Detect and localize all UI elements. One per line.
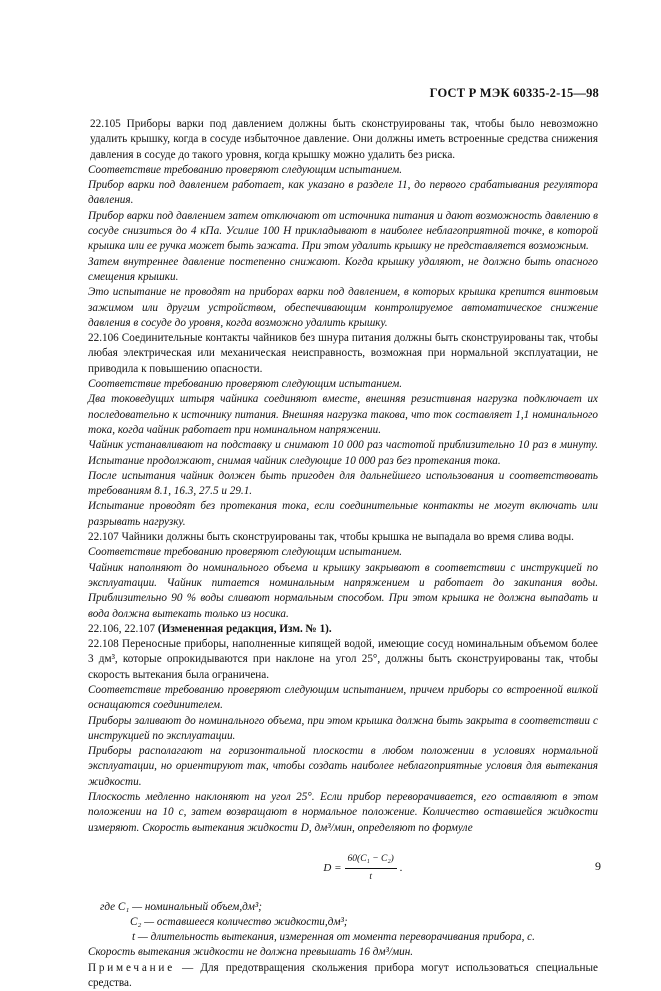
note-label: Примечание: [88, 961, 175, 974]
legend-item: где C₁ — номинальный объем,дм³;: [100, 900, 262, 913]
paragraph-test-step: Прибор варки под давлением работает, как указано в разделе 11, до первого срабатывания регулятора давления.: [88, 179, 598, 207]
formula-tail: .: [399, 862, 403, 875]
paragraph-compliance: Соответствие требованию проверяют следующим испытанием, причем приборы со встроенной вилкой оснащаются соединителем.: [88, 683, 598, 712]
formula-fraction: [345, 852, 397, 886]
paragraph-compliance: Соответствие требованию проверяют следующим испытанием.: [88, 163, 403, 176]
page-number: 9: [595, 859, 601, 873]
paragraph-test-step: Прибор варки под давлением затем отключают от источника питания и дают возможность давлению в сосуде снизиться до 4 кПа. Усилие 100 Н прикладывают в наиболее неблагоприятной точке, в которой крышка или ее ручка может быть зажата. При этом удалить крышку не представляется возможным.: [88, 209, 598, 253]
paragraph-test-step: После испытания чайник должен быть пригоден для дальнейшего использования и соответствовать требованиям 8.1, 16.3, 27.5 и 29.1.: [88, 469, 598, 498]
paragraph-test-step: Два токоведущих штыря чайника соединяют вместе, внешняя резистивная нагрузка подключает их последовательно к источнику питания. Внешняя нагрузка такова, что ток составляет 1,1 номинального тока, когда чайник работает при номинальном напряжении.: [88, 393, 598, 436]
legend-item: Скорость вытекания жидкости не должна превышать 16 дм³/мин.: [88, 946, 414, 959]
paragraph-test-step: Приборы располагают на горизонтальной плоскости в любом положении в условиях нормальной эксплуатации, но ориентируют так, чтобы создать наиболее неблагоприятные условия для вытекания жидкости.: [88, 745, 598, 788]
paragraph-22-107: 22.107 Чайники должны быть сконструированы так, чтобы крышка не выпадала во время слива воды.: [88, 531, 574, 544]
paragraph-test-step: Затем внутреннее давление постепенно снижают. Когда крышку удаляют, не должно быть опасного смещения крышки.: [88, 255, 598, 283]
amendment-clauses: 22.106, 22.107: [88, 622, 158, 635]
formula-denominator: t: [369, 872, 372, 883]
paragraph-test-exception: Это испытание не проводят на приборах варки под давлением, в которых крышка крепится винтовым зажимом или другим устройством, обеспечивающим контролируемое автоматическое снижение давления в сосуде до уровня, когда возможно удалить крышку.: [88, 286, 598, 329]
paragraph-test-step: Чайник устанавливают на подставку и снимают 10 000 раз частотой приблизительно 10 раз в минуту. Испытание продолжают, снимая чайник следующие 10 000 раз без протекания тока.: [88, 439, 598, 467]
formula-legend: [88, 900, 598, 961]
legend-item: C₂ — оставшееся количество жидкости,дм³;: [130, 915, 348, 928]
formula-lhs: D =: [323, 862, 342, 875]
note-paragraph: [88, 961, 598, 991]
paragraph-amendment: [88, 622, 598, 637]
formula-numerator: 60(C₁ − C₂): [345, 852, 397, 869]
standard-header: ГОСТ Р МЭК 60335-2-15—98: [429, 86, 599, 100]
paragraph-22-105: 22.105 Приборы варки под давлением должны быть сконструированы так, чтобы было невозможно удалить крышку, когда в сосуде избыточное давление. Они должны иметь встроенные средства снижения давления в сосуде до такого уровня, когда крышку можно удалить без риска.: [90, 118, 598, 161]
paragraph-compliance: Соответствие требованию проверяют следующим испытанием.: [88, 546, 403, 559]
paragraph-test-step: Плоскость медленно наклоняют на угол 25°. Если прибор переворачивается, его оставляют в этом положении на 10 с, затем возвращают в нормальное положение. Количество оставшейся жидкости измеряют. Скорость вытекания жидкости D, дм³/мин, определяют по формуле: [88, 791, 598, 834]
paragraph-test-step: Приборы заливают до номинального объема, при этом крышка должна быть закрыта в соответствии с инструкцией по эксплуатации.: [88, 714, 598, 742]
paragraph-test-step: Испытание проводят без протекания тока, если соединительные контакты не могут включать или разрывать нагрузку.: [88, 500, 598, 528]
paragraph-22-106: 22.106 Соединительные контакты чайников без шнура питания должны быть сконструированы так, чтобы любая электрическая или механическая неисправность, возможная при нормальной эксплуатации, не приводила к повышению опасности.: [88, 332, 598, 375]
paragraph-22-108: 22.108 Переносные приборы, наполненные кипящей водой, имеющие сосуд номинальным объемом более 3 дм³, которые опрокидываются при наклоне на угол 25°, должны быть сконструированы так, чтобы скорость вытекания была ограничена.: [88, 638, 598, 681]
document-body: [88, 117, 598, 991]
note-text: — Для предотвращения скольжения прибора могут использоваться специальные средства.: [88, 961, 598, 990]
outflow-formula: [128, 852, 598, 886]
amendment-note: (Измененная редакция, Изм. № 1).: [157, 622, 332, 635]
paragraph-compliance: Соответствие требованию проверяют следующим испытанием.: [88, 378, 403, 391]
paragraph-test-step: Чайник наполняют до номинального объема и крышку закрывают в соответствии с инструкцией по эксплуатации. Чайник питается номинальным напряжением и работает до закипания воды. Приблизительно 90 % воды сливают нормальным способом. При этом крышка не должна выпадать и вода должна вытекать только из носика.: [88, 561, 598, 620]
legend-item: t — длительность вытекания, измеренная от момента переворачивания прибора, с.: [132, 931, 535, 944]
